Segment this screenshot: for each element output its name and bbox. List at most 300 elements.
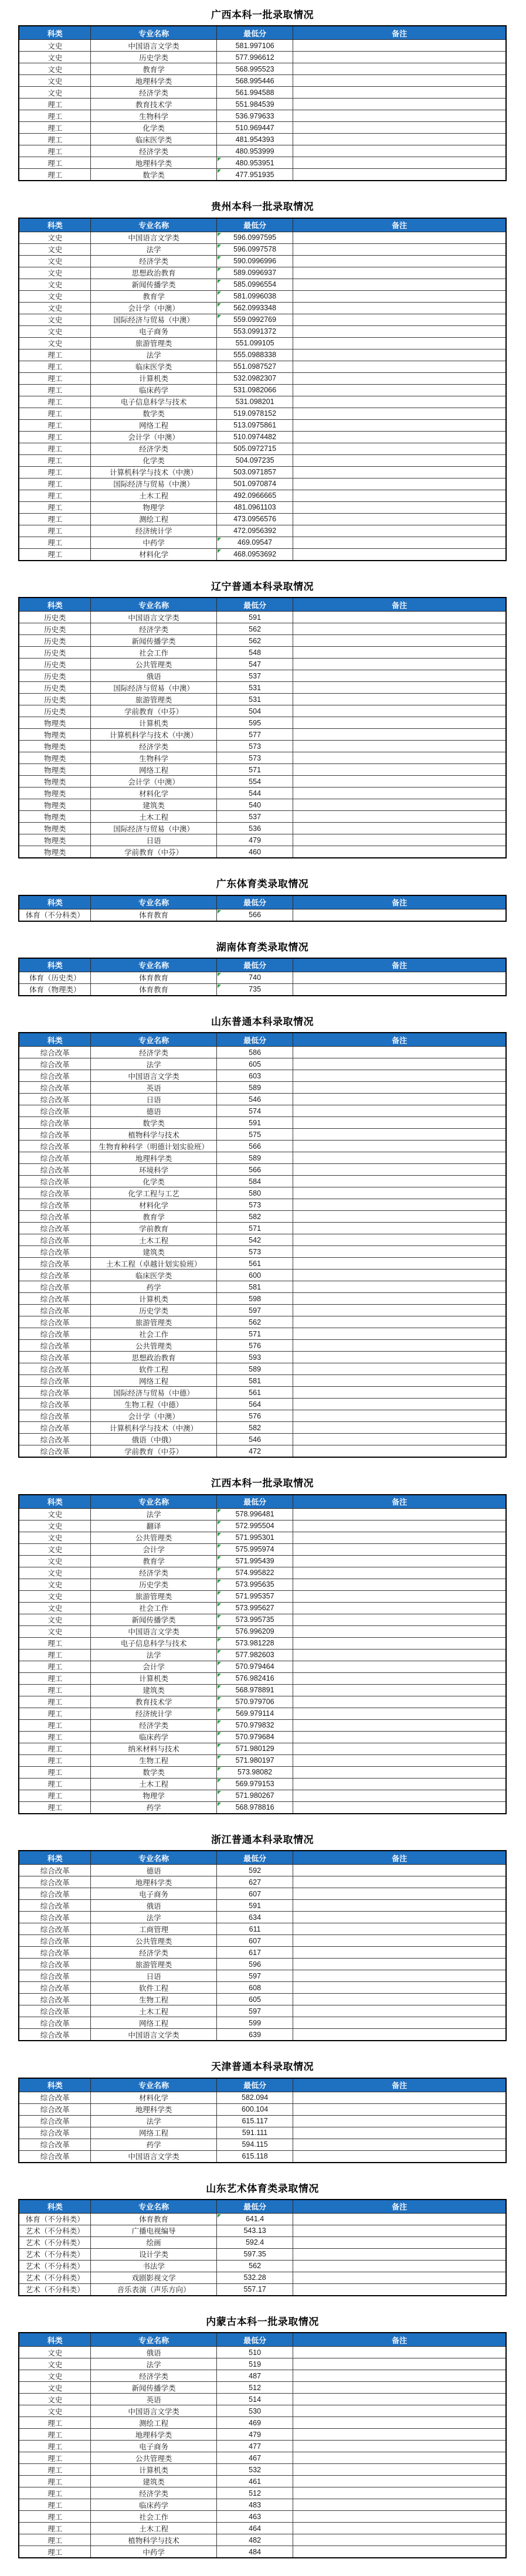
cell-min-score: 564 xyxy=(216,1399,293,1410)
cell-major: 土木工程 xyxy=(91,490,216,501)
cell-category: 综合改革 xyxy=(19,1141,91,1152)
cell-major: 公共管理类 xyxy=(91,1340,216,1352)
cell-min-score: 585.0996554 xyxy=(216,279,293,290)
table-row xyxy=(19,1258,506,1270)
cell-remark xyxy=(293,243,506,255)
cell-remark xyxy=(293,408,506,419)
admission-table-section xyxy=(18,878,507,921)
table-row xyxy=(19,1900,506,1912)
cell-category: 理工 xyxy=(19,2429,91,2441)
cell-min-score: 546 xyxy=(216,1434,293,1445)
table-row xyxy=(19,2487,506,2499)
admission-table-section xyxy=(18,2061,507,2163)
admission-table xyxy=(18,1850,507,2041)
cell-min-score: 576 xyxy=(216,1410,293,1422)
cell-remark xyxy=(293,1199,506,1211)
header-row xyxy=(19,2078,506,2092)
cell-min-score: 605 xyxy=(216,1058,293,1070)
table-row xyxy=(19,314,506,325)
table-row xyxy=(19,694,506,705)
cell-category: 艺术（不分科类） xyxy=(19,2283,91,2296)
cell-remark xyxy=(293,431,506,443)
cell-min-score: 464 xyxy=(216,2523,293,2534)
cell-category: 理工 xyxy=(19,1719,91,1731)
cell-min-score: 740 xyxy=(216,972,293,983)
cell-min-score: 504.097235 xyxy=(216,454,293,466)
cell-min-score: 581 xyxy=(216,1281,293,1293)
cell-min-score: 483 xyxy=(216,2499,293,2511)
cell-remark xyxy=(293,1970,506,1982)
cell-category: 物理类 xyxy=(19,811,91,823)
cell-category: 理工 xyxy=(19,1801,91,1814)
cell-min-score: 555.0988338 xyxy=(216,349,293,361)
cell-major: 化学工程与工艺 xyxy=(91,1187,216,1199)
cell-major: 计算机科学与技术（中澳） xyxy=(91,1422,216,1434)
cell-category: 理工 xyxy=(19,1684,91,1696)
cell-category: 文史 xyxy=(19,1520,91,1532)
cell-min-score: 557.17 xyxy=(216,2283,293,2296)
cell-min-score: 568.978891 xyxy=(216,1684,293,1696)
table-row xyxy=(19,2103,506,2115)
table-row xyxy=(19,2452,506,2464)
cell-major: 中国语言文学类 xyxy=(91,612,216,623)
cell-min-score: 537 xyxy=(216,670,293,682)
cell-category: 理工 xyxy=(19,419,91,431)
cell-category: 文史 xyxy=(19,52,91,63)
cell-remark xyxy=(293,1082,506,1094)
table-row xyxy=(19,1708,506,1719)
cell-major: 新闻传播学类 xyxy=(91,635,216,647)
cell-category: 文史 xyxy=(19,267,91,279)
cell-major: 电子商务 xyxy=(91,1888,216,1900)
cell-remark xyxy=(293,157,506,169)
cell-remark xyxy=(293,2534,506,2546)
cell-remark xyxy=(293,1152,506,1164)
cell-remark xyxy=(293,2347,506,2358)
cell-category: 文史 xyxy=(19,290,91,302)
cell-major: 会计学（中澳） xyxy=(91,776,216,788)
cell-min-score: 568.978816 xyxy=(216,1801,293,1814)
table-row xyxy=(19,1532,506,1543)
cell-remark xyxy=(293,2127,506,2139)
cell-remark xyxy=(293,2499,506,2511)
cell-min-score: 566 xyxy=(216,1141,293,1152)
admission-table-section xyxy=(18,2316,507,2558)
table-row xyxy=(19,1164,506,1176)
table-row xyxy=(19,1614,506,1625)
admission-table-section xyxy=(18,2183,507,2296)
table-row xyxy=(19,799,506,811)
admission-table xyxy=(18,895,507,922)
cell-min-score: 467 xyxy=(216,2452,293,2464)
cell-min-score: 593 xyxy=(216,1352,293,1363)
cell-min-score: 596 xyxy=(216,1959,293,1970)
cell-remark xyxy=(293,501,506,513)
cell-major: 会计学（中澳） xyxy=(91,1410,216,1422)
cell-category: 文史 xyxy=(19,2405,91,2417)
table-row xyxy=(19,1672,506,1684)
table-row xyxy=(19,2382,506,2394)
table-row xyxy=(19,2476,506,2487)
cell-category: 理工 xyxy=(19,1649,91,1661)
cell-major: 计算机类 xyxy=(91,1293,216,1305)
cell-remark xyxy=(293,909,506,921)
cell-category: 理工 xyxy=(19,1637,91,1649)
table-row xyxy=(19,1270,506,1281)
cell-min-score: 589 xyxy=(216,1082,293,1094)
cell-min-score: 484 xyxy=(216,2546,293,2558)
cell-major: 经济学类 xyxy=(91,145,216,157)
cell-remark xyxy=(293,2487,506,2499)
column-header-category: 科类 xyxy=(19,598,91,612)
cell-min-score: 597 xyxy=(216,2005,293,2017)
cell-category: 综合改革 xyxy=(19,1187,91,1199)
table-row xyxy=(19,1567,506,1579)
cell-category: 综合改革 xyxy=(19,1876,91,1888)
table-row xyxy=(19,1649,506,1661)
cell-min-score: 600.104 xyxy=(216,2103,293,2115)
table-row xyxy=(19,1328,506,1340)
cell-min-score: 597.35 xyxy=(216,2248,293,2260)
cell-remark xyxy=(293,2150,506,2163)
column-header-major: 专业名称 xyxy=(91,218,216,232)
cell-category: 理工 xyxy=(19,1731,91,1743)
cell-remark xyxy=(293,1900,506,1912)
header-row xyxy=(19,1495,506,1509)
cell-major: 经济学类 xyxy=(91,1947,216,1959)
cell-major: 中国语言文学类 xyxy=(91,40,216,52)
cell-major: 网络工程 xyxy=(91,2127,216,2139)
cell-major: 公共管理类 xyxy=(91,1532,216,1543)
column-header-remark: 备注 xyxy=(293,958,506,972)
cell-category: 综合改革 xyxy=(19,1970,91,1982)
cell-major: 德语 xyxy=(91,1865,216,1876)
cell-category: 文史 xyxy=(19,255,91,267)
table-row xyxy=(19,2225,506,2236)
cell-remark xyxy=(293,466,506,478)
table-row xyxy=(19,443,506,454)
cell-category: 艺术（不分科类） xyxy=(19,2236,91,2248)
cell-category: 理工 xyxy=(19,2534,91,2546)
cell-remark xyxy=(293,1719,506,1731)
table-row xyxy=(19,2248,506,2260)
cell-major: 建筑类 xyxy=(91,2476,216,2487)
cell-major: 材料化学 xyxy=(91,1199,216,1211)
cell-major: 体育教育 xyxy=(91,909,216,921)
table-row xyxy=(19,1399,506,1410)
table-row xyxy=(19,2464,506,2476)
cell-min-score: 591 xyxy=(216,1117,293,1129)
cell-category: 综合改革 xyxy=(19,1211,91,1223)
cell-category: 理工 xyxy=(19,513,91,525)
cell-remark xyxy=(293,325,506,337)
cell-min-score: 562 xyxy=(216,635,293,647)
cell-min-score: 519 xyxy=(216,2358,293,2370)
table-title: 江西本科一批录取情况 xyxy=(211,1478,314,1489)
column-header-major: 专业名称 xyxy=(91,2333,216,2347)
cell-remark xyxy=(293,1876,506,1888)
cell-category: 文史 xyxy=(19,63,91,75)
cell-category: 理工 xyxy=(19,349,91,361)
cell-category: 文史 xyxy=(19,302,91,314)
cell-min-score: 573 xyxy=(216,741,293,752)
cell-min-score: 573.98082 xyxy=(216,1766,293,1778)
cell-remark xyxy=(293,1410,506,1422)
cell-category: 物理类 xyxy=(19,834,91,846)
table-row xyxy=(19,1888,506,1900)
cell-category: 综合改革 xyxy=(19,2029,91,2041)
cell-major: 中国语言文学类 xyxy=(91,2405,216,2417)
cell-min-score: 572.995504 xyxy=(216,1520,293,1532)
column-header-min-score: 最低分 xyxy=(216,958,293,972)
admission-table xyxy=(18,597,507,858)
table-row xyxy=(19,1947,506,1959)
table-row xyxy=(19,548,506,561)
cell-major: 生物育种科学（明德计划实验班） xyxy=(91,1141,216,1152)
cell-category: 艺术（不分科类） xyxy=(19,2225,91,2236)
cell-remark xyxy=(293,2225,506,2236)
cell-category: 理工 xyxy=(19,537,91,548)
cell-major: 经济学类 xyxy=(91,1719,216,1731)
cell-category: 综合改革 xyxy=(19,1117,91,1129)
cell-min-score: 479 xyxy=(216,834,293,846)
cell-remark xyxy=(293,99,506,110)
cell-min-score: 571.980129 xyxy=(216,1743,293,1754)
cell-major: 旅游管理类 xyxy=(91,1590,216,1602)
cell-remark xyxy=(293,1352,506,1363)
cell-min-score: 600 xyxy=(216,1270,293,1281)
cell-min-score: 553.0991372 xyxy=(216,325,293,337)
cell-min-score: 460 xyxy=(216,846,293,858)
cell-remark xyxy=(293,2260,506,2272)
cell-min-score: 589 xyxy=(216,1152,293,1164)
cell-category: 理工 xyxy=(19,443,91,454)
table-row xyxy=(19,764,506,776)
cell-remark xyxy=(293,2092,506,2103)
cell-remark xyxy=(293,63,506,75)
cell-major: 临床药学 xyxy=(91,1731,216,1743)
cell-category: 综合改革 xyxy=(19,1959,91,1970)
table-row xyxy=(19,396,506,408)
cell-min-score: 595 xyxy=(216,717,293,729)
cell-category: 综合改革 xyxy=(19,1422,91,1434)
cell-category: 理工 xyxy=(19,396,91,408)
admission-table xyxy=(18,1494,507,1814)
table-row xyxy=(19,1959,506,1970)
cell-major: 英语 xyxy=(91,1082,216,1094)
column-header-remark: 备注 xyxy=(293,598,506,612)
table-row xyxy=(19,384,506,396)
cell-min-score: 566 xyxy=(216,909,293,921)
cell-remark xyxy=(293,1445,506,1458)
cell-major: 生物科学 xyxy=(91,752,216,764)
table-row xyxy=(19,525,506,537)
cell-major: 中国语言文学类 xyxy=(91,2150,216,2163)
cell-category: 综合改革 xyxy=(19,1058,91,1070)
table-row xyxy=(19,2358,506,2370)
cell-min-score: 562 xyxy=(216,1316,293,1328)
column-header-category: 科类 xyxy=(19,218,91,232)
cell-major: 德语 xyxy=(91,1105,216,1117)
table-row xyxy=(19,1778,506,1790)
admission-table xyxy=(18,2078,507,2163)
cell-major: 土木工程 xyxy=(91,811,216,823)
cell-min-score: 547 xyxy=(216,659,293,670)
cell-min-score: 575 xyxy=(216,1129,293,1141)
cell-min-score: 605 xyxy=(216,1994,293,2005)
cell-category: 理工 xyxy=(19,110,91,122)
cell-category: 综合改革 xyxy=(19,1152,91,1164)
cell-min-score: 574.995822 xyxy=(216,1567,293,1579)
cell-major: 学前教育（中芬） xyxy=(91,705,216,717)
column-header-major: 专业名称 xyxy=(91,2200,216,2214)
cell-remark xyxy=(293,478,506,490)
table-row xyxy=(19,2370,506,2382)
column-header-remark: 备注 xyxy=(293,1033,506,1047)
cell-major: 会计学 xyxy=(91,1661,216,1672)
cell-category: 物理类 xyxy=(19,764,91,776)
table-row xyxy=(19,1094,506,1105)
cell-remark xyxy=(293,1281,506,1293)
table-row xyxy=(19,1047,506,1058)
cell-category: 理工 xyxy=(19,525,91,537)
cell-major: 生物科学 xyxy=(91,110,216,122)
column-header-min-score: 最低分 xyxy=(216,598,293,612)
column-header-remark: 备注 xyxy=(293,2078,506,2092)
cell-major: 绘画 xyxy=(91,2236,216,2248)
column-header-major: 专业名称 xyxy=(91,1851,216,1865)
cell-remark xyxy=(293,1211,506,1223)
cell-major: 材料化学 xyxy=(91,788,216,799)
cell-remark xyxy=(293,705,506,717)
table-row xyxy=(19,1410,506,1422)
cell-remark xyxy=(293,2546,506,2558)
cell-remark xyxy=(293,1649,506,1661)
column-header-remark: 备注 xyxy=(293,2200,506,2214)
table-row xyxy=(19,1579,506,1590)
table-row xyxy=(19,454,506,466)
cell-category: 文史 xyxy=(19,75,91,87)
cell-major: 历史学类 xyxy=(91,1579,216,1590)
table-row xyxy=(19,1082,506,1094)
cell-remark xyxy=(293,2405,506,2417)
table-row xyxy=(19,2139,506,2150)
cell-major: 电子商务 xyxy=(91,325,216,337)
cell-major: 学前教育 xyxy=(91,1223,216,1234)
cell-major: 教育学 xyxy=(91,1211,216,1223)
cell-major: 中国语言文学类 xyxy=(91,1070,216,1082)
cell-remark xyxy=(293,2441,506,2452)
cell-category: 理工 xyxy=(19,2499,91,2511)
cell-min-score: 578.996481 xyxy=(216,1508,293,1520)
table-row xyxy=(19,122,506,134)
cell-major: 数学类 xyxy=(91,408,216,419)
cell-min-score: 617 xyxy=(216,1947,293,1959)
cell-min-score: 639 xyxy=(216,2029,293,2041)
cell-category: 综合改革 xyxy=(19,2005,91,2017)
cell-major: 计算机类 xyxy=(91,717,216,729)
table-row xyxy=(19,1211,506,1223)
cell-remark xyxy=(293,2464,506,2476)
admission-table-section xyxy=(18,1478,507,1814)
cell-remark xyxy=(293,1340,506,1352)
cell-min-score: 480.953999 xyxy=(216,145,293,157)
cell-remark xyxy=(293,267,506,279)
cell-major: 地理科学类 xyxy=(91,2103,216,2115)
cell-remark xyxy=(293,255,506,267)
table-row xyxy=(19,972,506,983)
cell-min-score: 482 xyxy=(216,2534,293,2546)
cell-min-score: 573.995635 xyxy=(216,1579,293,1590)
table-row xyxy=(19,1058,506,1070)
cell-remark xyxy=(293,361,506,372)
table-row xyxy=(19,623,506,635)
cell-major: 经济学类 xyxy=(91,623,216,635)
table-row xyxy=(19,87,506,99)
cell-min-score: 596.0997578 xyxy=(216,243,293,255)
cell-min-score: 512 xyxy=(216,2382,293,2394)
cell-category: 理工 xyxy=(19,548,91,561)
table-row xyxy=(19,1912,506,1923)
cell-remark xyxy=(293,1637,506,1649)
table-row xyxy=(19,846,506,858)
cell-category: 综合改革 xyxy=(19,1070,91,1082)
cell-remark xyxy=(293,811,506,823)
cell-category: 理工 xyxy=(19,1743,91,1754)
table-title: 山东艺术体育类录取情况 xyxy=(206,2183,319,2194)
cell-remark xyxy=(293,1246,506,1258)
cell-major: 国际经济与贸易（中德） xyxy=(91,1387,216,1399)
cell-category: 物理类 xyxy=(19,741,91,752)
cell-major: 中国语言文学类 xyxy=(91,2029,216,2041)
table-row xyxy=(19,2534,506,2546)
cell-category: 理工 xyxy=(19,122,91,134)
cell-major: 土木工程 xyxy=(91,2523,216,2534)
cell-min-score: 581.0996038 xyxy=(216,290,293,302)
cell-remark xyxy=(293,659,506,670)
admission-table xyxy=(18,958,507,996)
cell-major: 软件工程 xyxy=(91,1982,216,1994)
cell-major: 网络工程 xyxy=(91,2017,216,2029)
header-row xyxy=(19,895,506,909)
cell-min-score: 577 xyxy=(216,729,293,741)
cell-major: 经济学类 xyxy=(91,1567,216,1579)
cell-remark xyxy=(293,1778,506,1790)
cell-major: 会计学（中澳） xyxy=(91,302,216,314)
table-row xyxy=(19,1935,506,1947)
cell-category: 综合改革 xyxy=(19,1164,91,1176)
cell-major: 地理科学类 xyxy=(91,75,216,87)
table-row xyxy=(19,1387,506,1399)
cell-remark xyxy=(293,525,506,537)
table-row xyxy=(19,1766,506,1778)
cell-category: 理工 xyxy=(19,1661,91,1672)
cell-major: 俄语（中俄） xyxy=(91,1434,216,1445)
cell-remark xyxy=(293,972,506,983)
cell-min-score: 582 xyxy=(216,1211,293,1223)
cell-category: 理工 xyxy=(19,1708,91,1719)
cell-category: 综合改革 xyxy=(19,1410,91,1422)
cell-major: 经济学类 xyxy=(91,255,216,267)
cell-min-score: 581.997106 xyxy=(216,40,293,52)
column-header-category: 科类 xyxy=(19,2333,91,2347)
cell-major: 会计学（中澳） xyxy=(91,431,216,443)
table-row xyxy=(19,1176,506,1187)
cell-min-score: 571.995357 xyxy=(216,1590,293,1602)
cell-category: 综合改革 xyxy=(19,1375,91,1387)
cell-min-score: 598 xyxy=(216,1293,293,1305)
table-row xyxy=(19,1790,506,1801)
